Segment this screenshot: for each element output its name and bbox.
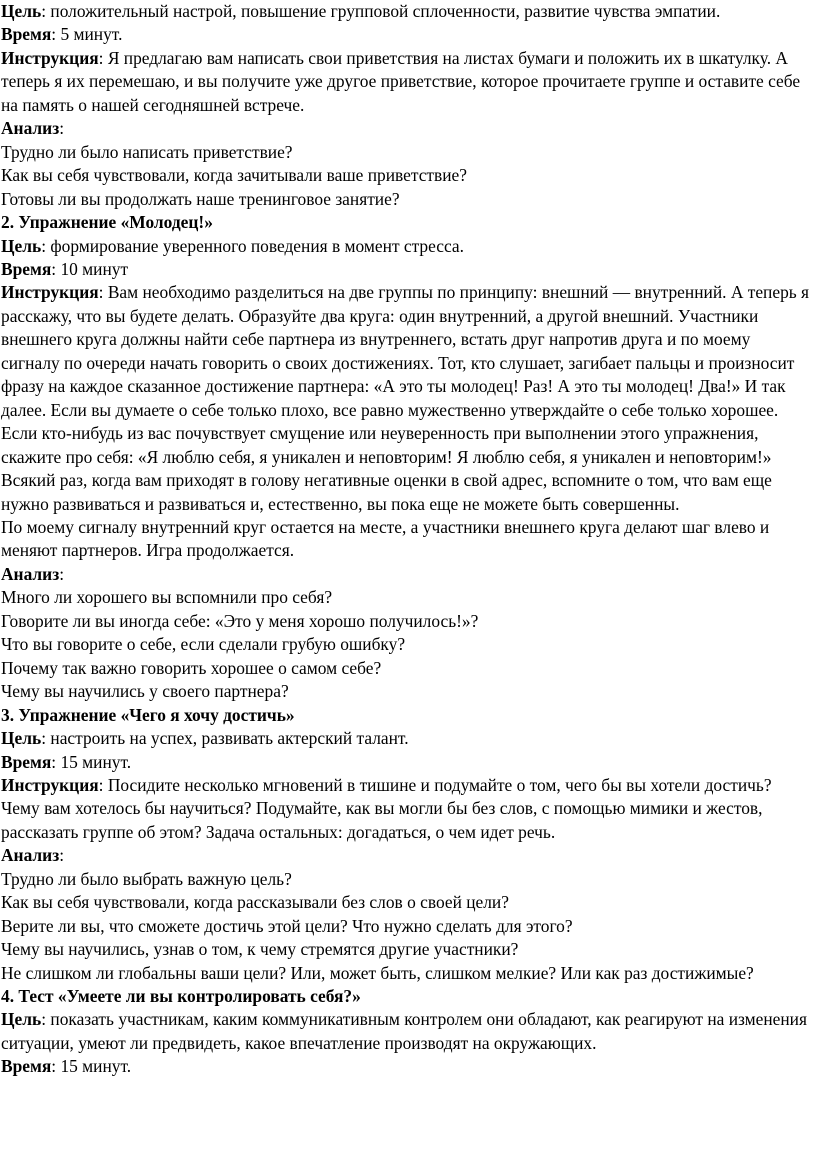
paragraph xyxy=(1,680,812,703)
paragraph xyxy=(1,586,812,609)
paragraph-text: Как вы себя чувствовали, когда рассказывали без слов о своей цели? xyxy=(1,892,509,913)
label-separator: : xyxy=(51,258,61,279)
paragraph-text: Как вы себя чувствовали, когда зачитывали ваше приветствие? xyxy=(1,165,467,186)
label-separator: : xyxy=(41,1,51,21)
labeled-paragraph xyxy=(1,1055,812,1078)
paragraph-text: Посидите несколько мгновений в тишине и подумайте о том, чего бы вы хотели достичь? Чему вам хотелось бы научиться? Подумайте, как вы могли бы без слов, с помощью мимики и жестов, рассказать группе об этом? Задача остальных: догадаться, о чем идет речь. xyxy=(1,774,772,842)
field-label: Цель xyxy=(1,728,42,749)
label-separator: : xyxy=(59,845,65,866)
field-label: Время xyxy=(1,258,52,279)
label-separator: : xyxy=(98,774,108,795)
labeled-paragraph xyxy=(1,235,812,258)
paragraph-text: Что вы говорите о себе, если сделали грубую ошибку? xyxy=(1,634,406,655)
section-heading xyxy=(1,985,812,1008)
section-heading-text: 4. Тест «Умеете ли вы контролировать себя?» xyxy=(1,986,361,1007)
label-separator: : xyxy=(41,1009,51,1030)
labeled-paragraph xyxy=(1,774,812,844)
label-separator: : xyxy=(98,282,108,303)
label-separator: : xyxy=(98,47,108,68)
paragraph xyxy=(1,469,812,516)
paragraph-text: Трудно ли было выбрать важную цель? xyxy=(1,868,292,889)
paragraph xyxy=(1,141,812,164)
labeled-paragraph xyxy=(1,844,812,867)
field-label: Анализ xyxy=(1,563,60,584)
paragraph xyxy=(1,610,812,633)
paragraph xyxy=(1,422,812,469)
paragraph-text: Если кто-нибудь из вас почувствует смущение или неуверенность при выполнении этого упражнения, скажите про себя: «Я люблю себя, я уникален и неповторим! Я люблю себя, я уникален и неповторим!» xyxy=(1,423,772,467)
paragraph-text: По моему сигналу внутренний круг остается на месте, а участники внешнего круга делают шаг влево и меняют партнеров. Игра продолжается. xyxy=(1,516,770,561)
field-label: Инструкция xyxy=(1,282,99,303)
labeled-paragraph xyxy=(1,281,812,422)
paragraph-text: Почему так важно говорить хорошее о самом себе? xyxy=(1,657,382,678)
paragraph xyxy=(1,868,812,891)
section-heading xyxy=(1,211,812,234)
field-label: Анализ xyxy=(1,118,60,139)
paragraph-text: настроить на успех, развивать актерский талант. xyxy=(50,728,409,749)
paragraph-text: 15 минут. xyxy=(60,751,132,772)
paragraph xyxy=(1,657,812,680)
paragraph-text: Говорите ли вы иногда себе: «Это у меня хорошо получилось!»? xyxy=(1,610,479,631)
field-label: Инструкция xyxy=(1,774,99,795)
paragraph xyxy=(1,164,812,187)
paragraph-text: показать участникам, каким коммуникативным контролем они обладают, как реагируют на изменения ситуации, умеют ли предвидеть, какое впечатление производят на окружающих. xyxy=(1,1009,807,1053)
labeled-paragraph xyxy=(1,563,812,586)
paragraph-text: Я предлагаю вам написать свои приветствия на листах бумаги и положить их в шкатулку. А теперь я их перемешаю, и вы получите уже другое приветствие, которое прочитаете группе и оставите себе на память о нашей сегодняшней встрече. xyxy=(1,47,801,115)
field-label: Цель xyxy=(1,1,42,21)
labeled-paragraph xyxy=(1,727,812,750)
paragraph-text: Верите ли вы, что сможете достичь этой цели? Что нужно сделать для этого? xyxy=(1,915,573,936)
paragraph xyxy=(1,516,812,563)
field-label: Анализ xyxy=(1,845,60,866)
field-label: Время xyxy=(1,751,52,772)
label-separator: : xyxy=(51,24,61,45)
paragraph-text: Чему вы научились у своего партнера? xyxy=(1,681,289,702)
label-separator: : xyxy=(51,751,61,772)
paragraph-text: Вам необходимо разделиться на две группы по принципу: внешний — внутренний. А теперь я расскажу, что вы будете делать. Образуйте два круга: один внутренний, а другой внешний. Участники внешнего круга должны найти себе партнера из внутреннего, встать друг напротив друга и по моему сигналу по очереди начать говорить о своих достижениях. Тот, кто слушает, загибает пальцы и произносит фразу на каждое сказанное достижение партнера: «А это ты молодец! Раз! А это ты молодец! Два!» И так далее. Если вы думаете о себе только плохо, все равно мужественно утверждайте о себе только хорошее. xyxy=(1,282,810,420)
paragraph xyxy=(1,915,812,938)
field-label: Цель xyxy=(1,235,42,256)
paragraph-text: Не слишком ли глобальны ваши цели? Или, может быть, слишком мелкие? Или как раз достижимые? xyxy=(1,962,754,983)
label-separator: : xyxy=(59,563,65,584)
paragraph-text: Чему вы научились, узнав о том, к чему стремятся другие участники? xyxy=(1,939,519,960)
label-separator: : xyxy=(41,728,51,749)
labeled-paragraph xyxy=(1,23,812,46)
field-label: Инструкция xyxy=(1,47,99,68)
field-label: Цель xyxy=(1,1009,42,1030)
label-separator: : xyxy=(59,118,65,139)
paragraph xyxy=(1,891,812,914)
section-heading-text: 2. Упражнение «Молодец!» xyxy=(1,212,213,233)
field-label: Время xyxy=(1,24,52,45)
paragraph-text: положительный настрой, повышение групповой сплоченности, развитие чувства эмпатии. xyxy=(50,1,721,21)
paragraph-text: Готовы ли вы продолжать наше тренинговое занятие? xyxy=(1,188,400,209)
paragraph xyxy=(1,962,812,985)
labeled-paragraph xyxy=(1,0,812,23)
section-heading xyxy=(1,704,812,727)
field-label: Время xyxy=(1,1056,52,1077)
paragraph xyxy=(1,633,812,656)
labeled-paragraph xyxy=(1,47,812,117)
label-separator: : xyxy=(41,235,51,256)
labeled-paragraph xyxy=(1,258,812,281)
section-heading-text: 3. Упражнение «Чего я хочу достичь» xyxy=(1,704,295,725)
label-separator: : xyxy=(51,1056,61,1077)
labeled-paragraph xyxy=(1,1008,812,1055)
paragraph-text: Всякий раз, когда вам приходят в голову негативные оценки в свой адрес, вспомните о том, что вам еще нужно развиваться и развиваться и, естественно, вы пока еще не можете быть совершенны. xyxy=(1,470,772,514)
labeled-paragraph xyxy=(1,751,812,774)
paragraph xyxy=(1,188,812,211)
paragraph-text: формирование уверенного поведения в момент стресса. xyxy=(50,235,464,256)
paragraph-text: 5 минут. xyxy=(60,24,123,45)
paragraph-text: Трудно ли было написать приветствие? xyxy=(1,141,293,162)
paragraph-text: 15 минут. xyxy=(60,1056,132,1077)
paragraph-text: Много ли хорошего вы вспомнили про себя? xyxy=(1,587,333,608)
paragraph xyxy=(1,938,812,961)
labeled-paragraph xyxy=(1,117,812,140)
paragraph-text: 10 минут xyxy=(60,258,129,279)
